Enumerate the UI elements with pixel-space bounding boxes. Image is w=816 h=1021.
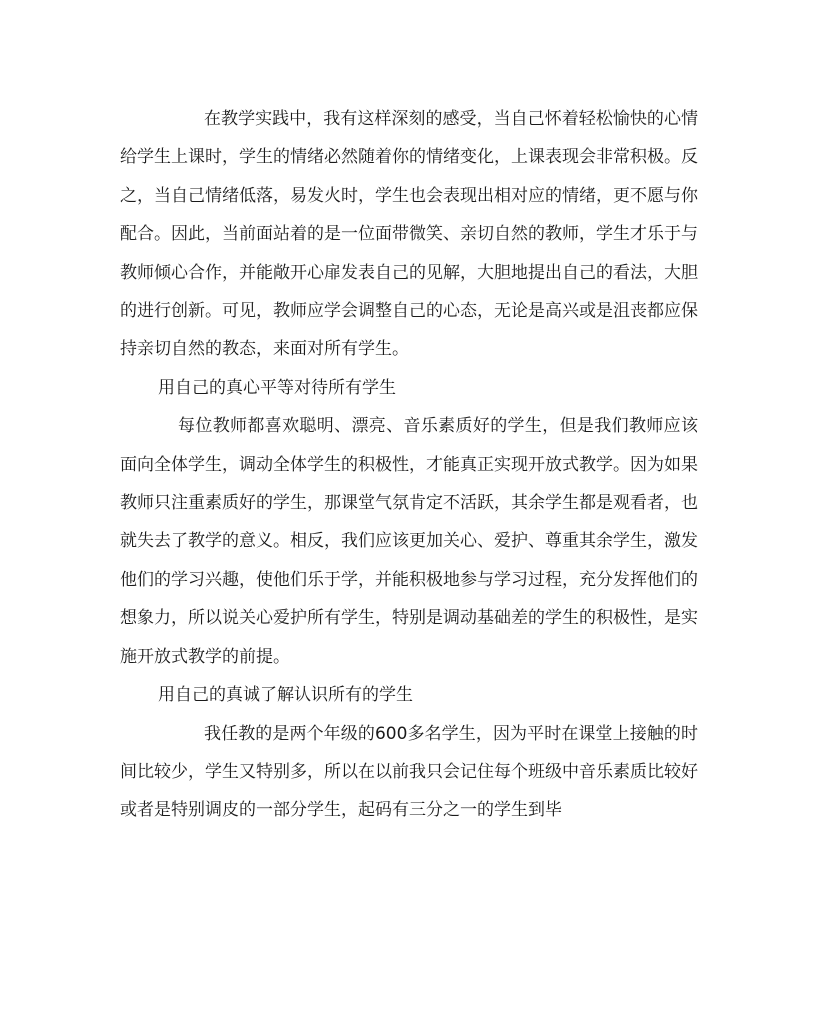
paragraph-teaching-attitude: 在教学实践中，我有这样深刻的感受，当自己怀着轻松愉快的心情给学生上课时，学生的情绪必然随着你的情绪变化，上课表现会非常积极。反之，当自己情绪低落，易发火时，学生也会表现出相对应的情绪，更不愿与你配合。因此，当前面站着的是一位面带微笑、亲切自然的教师，学生才乐于与教师倾心合作，并能敞开心扉发表自己的见解，大胆地提出自己的看法，大胆的进行创新。可见，教师应学会调整自己的心态，无论是高兴或是沮丧都应保持亲切自然的教态，来面对所有学生。 xyxy=(120,109,698,360)
section-heading-equal-treatment: 用自己的真心平等对待所有学生 xyxy=(158,377,396,398)
section-heading-know-students: 用自己的真诚了解认识所有的学生 xyxy=(158,685,413,706)
document-body xyxy=(120,100,698,830)
paragraph-all-students: 每位教师都喜欢聪明、漂亮、音乐素质好的学生，但是我们教师应该面向全体学生，调动全体学生的积极性，才能真正实现开放式教学。因为如果教师只注重素质好的学生，那课堂气氛肯定不活跃，其余学生都是观看者，也就失去了教学的意义。相反，我们应该更加关心、爱护、尊重其余学生，激发他们的学习兴趣，使他们乐于学，并能积极地参与学习过程，充分发挥他们的想象力，所以说关心爱护所有学生，特别是调动基础差的学生的积极性，是实施开放式教学的前提。 xyxy=(120,416,698,667)
paragraph-six-hundred-students: 我任教的是两个年级的600多名学生，因为平时在课堂上接触的时间比较少，学生又特别多，所以在以前我只会记住每个班级中音乐素质比较好或者是特别调皮的一部分学生，起码有三分之一的学生到毕 xyxy=(120,723,698,821)
